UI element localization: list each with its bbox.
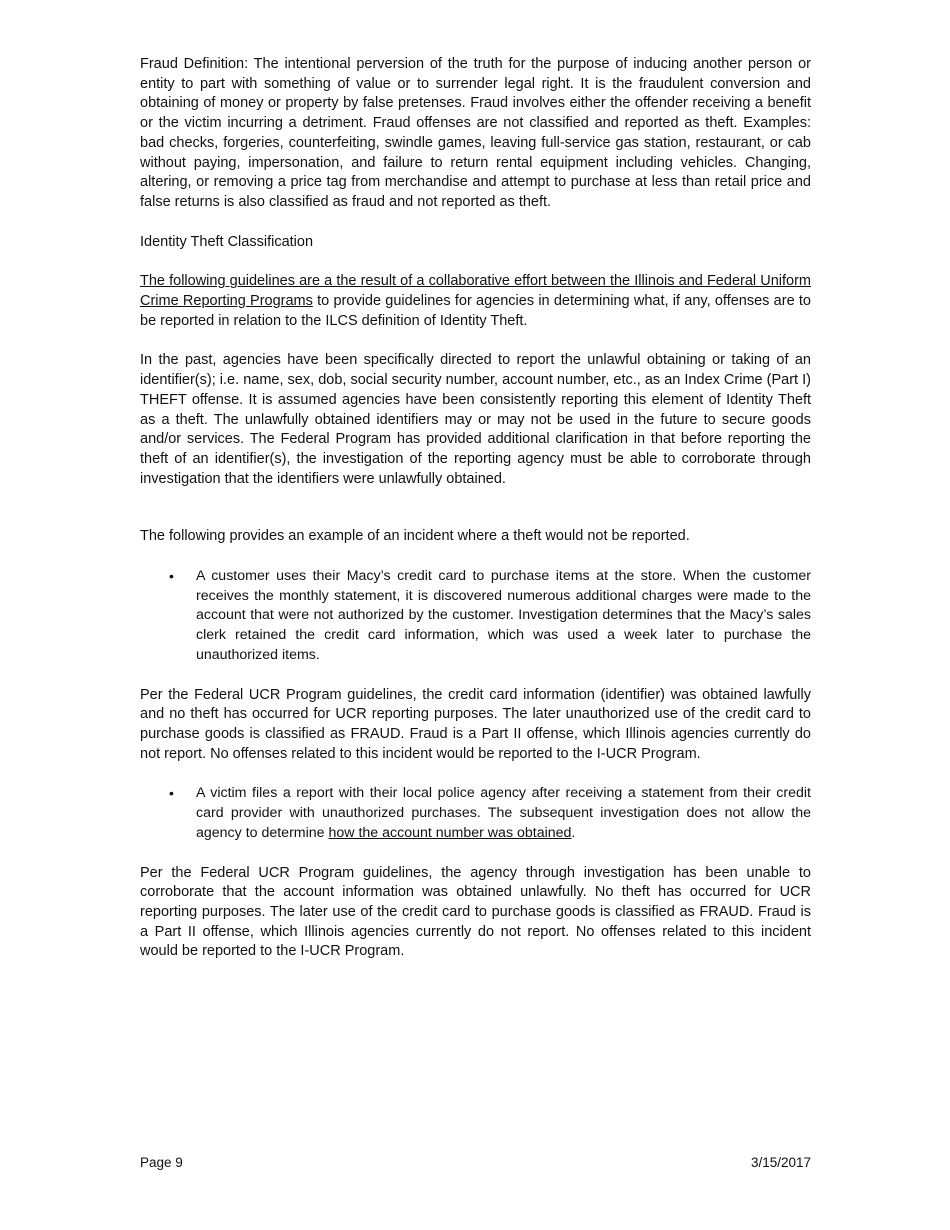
bullet-text-end: .: [571, 824, 576, 841]
federal-guidelines-paragraph-1: Per the Federal UCR Program guidelines, the credit card information (identifier) was obtained lawfully and no theft has occurred for UCR reporting purposes. The later unauthorized use of the credit card to purchase goods is classified as FRAUD. Fraud is a Part II offense, which Illinois agencies currently do not report. No offenses related to this incident would be reported to the I-UCR Program.: [140, 686, 811, 762]
guidelines-paragraph: [140, 272, 811, 331]
bullet-text-main: A victim files a report with their local police agency after receiving a statement from their credit card provider with unauthorized purchases. The subsequent investigation does not allow the agency to determine: [196, 785, 811, 841]
page-number: Page 9: [140, 1155, 183, 1170]
fraud-definition-paragraph: Fraud Definition: The intentional perversion of the truth for the purpose of inducing another person or entity to part with something of value or to surrender legal right. It is the fraudulent conversion and obtaining of money or property by false pretenses. Fraud involves either the offender receiving a benefit or the victim incurring a detriment. Fraud offenses are not classified and reported as theft. Examples: bad checks, forgeries, counterfeiting, swindle games, leaving full-service gas station, restaurant, or cab without paying, impersonation, and failure to return rental equipment including vehicles. Changing, altering, or removing a price tag from merchandise and attempt to purchase at less than retail price and false returns is also classified as fraud and not reported as theft.: [140, 56, 811, 210]
document-page: [140, 55, 811, 962]
list-item: [140, 784, 811, 843]
document-date: 3/15/2017: [750, 1155, 811, 1170]
bullet-icon: •: [169, 568, 174, 585]
bullet-icon: •: [169, 785, 174, 802]
guidelines-rest-text: to provide guidelines for agencies in determining what, if any, offenses are to be reported in relation to the ILCS definition of Identity Theft.: [140, 293, 811, 329]
federal-guidelines-paragraph-2: Per the Federal UCR Program guidelines, the agency through investigation has been unable to corroborate that the account information was obtained unlawfully. No theft has occurred for UCR reporting purposes. The later use of the credit card to purchase goods is classified as FRAUD. Fraud is a Part II offense, which Illinois agencies currently do not report. No offenses related to this incident would be reported to the I-UCR Program.: [140, 864, 811, 960]
bullet-text: A customer uses their Macy’s credit card to purchase items at the store. When the customer receives the monthly statement, it is discovered numerous additional charges were made to the account that were not authorized by the customer. Investigation determines that the Macy’s sales clerk retained the credit card information, which was used a week later to purchase the unauthorized items.: [196, 568, 811, 663]
bullet-underlined-text: how the account number was obtained: [328, 824, 572, 841]
guidelines-underlined-text: The following guidelines are a the result of a collaborative effort between the Illinois and Federal Uniform Crime Reporting Programs: [140, 273, 811, 310]
bullet-list-1: [140, 567, 811, 666]
list-item: [140, 567, 811, 666]
bullet-list-2: [140, 784, 811, 843]
example-intro: The following provides an example of an incident where a theft would not be reported.: [140, 528, 690, 545]
past-practice-paragraph: In the past, agencies have been specifically directed to report the unlawful obtaining or taking of an identifier(s); i.e. name, sex, dob, social security number, account number, etc., as an Index Crime (Part I) THEFT offense. It is assumed agencies have been consistently reporting this element of Identity Theft as a theft. The unlawfully obtained identifiers may or may not be used in the future to secure goods and/or services. The Federal Program has provided additional clarification in that before reporting the theft of an identifier(s), the investigation of the reporting agency must be able to corroborate through investigation that the identifiers were unlawfully obtained.: [140, 352, 811, 487]
bullet-text: [196, 784, 811, 843]
identity-theft-heading: Identity Theft Classification: [140, 233, 314, 250]
